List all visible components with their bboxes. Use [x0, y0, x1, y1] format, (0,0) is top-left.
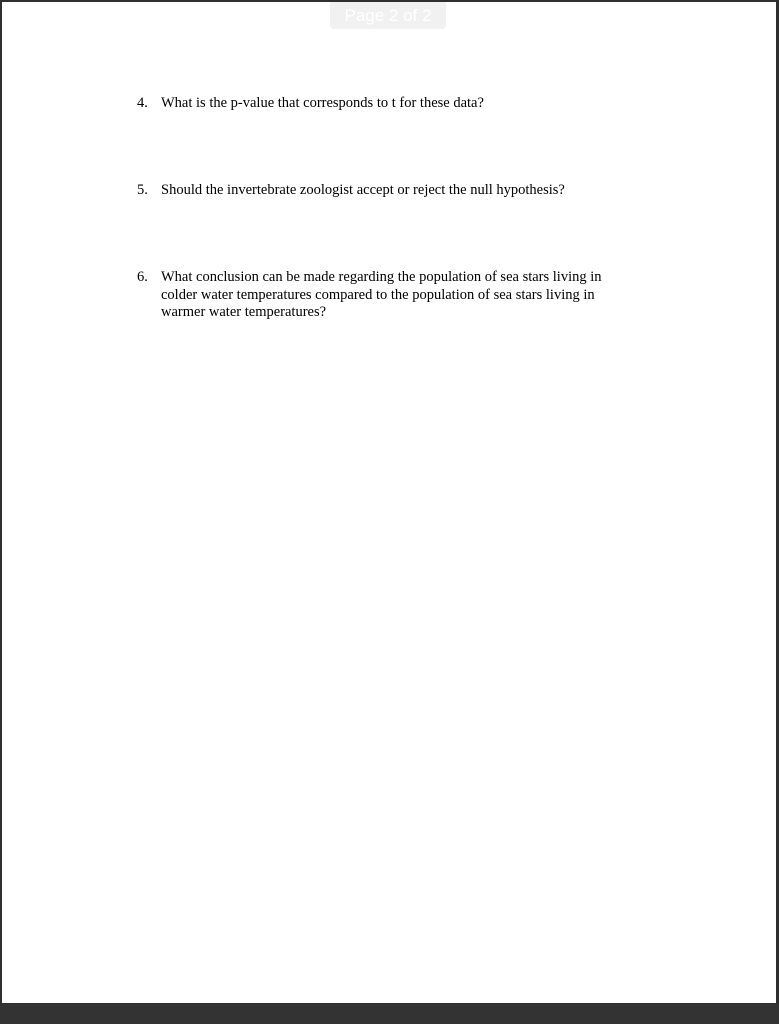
question-5 — [137, 182, 637, 200]
question-4 — [137, 95, 637, 113]
question-number: 5. — [137, 182, 148, 198]
document-page — [2, 2, 776, 1003]
viewer-bottom-bar — [0, 1004, 779, 1024]
page-indicator: Page 2 of 2 — [330, 2, 446, 29]
question-text: What is the p-value that corresponds to t for these data? — [161, 95, 484, 111]
question-text: What conclusion can be made regarding the population of sea stars living in colder water temperatures compared to the population of sea stars living in warmer water temperatures? — [161, 269, 602, 320]
question-number: 6. — [137, 269, 148, 285]
question-number: 4. — [137, 95, 148, 111]
question-text: Should the invertebrate zoologist accept or reject the null hypothesis? — [161, 182, 565, 198]
question-6 — [137, 269, 637, 322]
